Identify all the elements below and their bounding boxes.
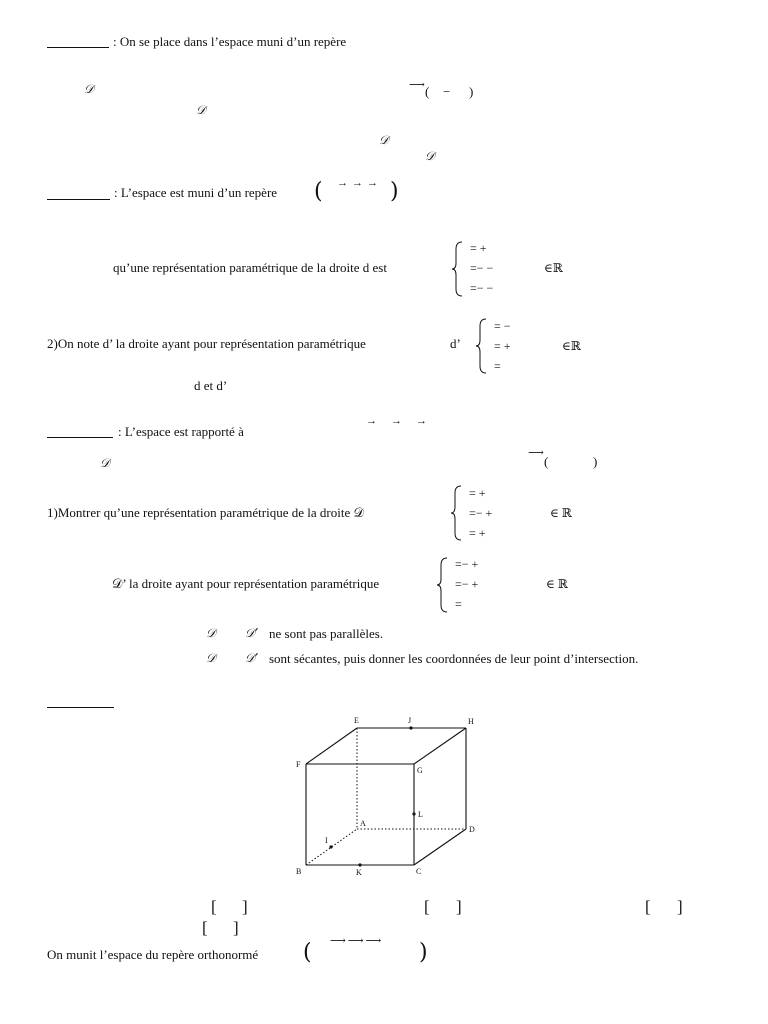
exercise-1-title-underline xyxy=(47,47,109,48)
frame-paren-open: ( xyxy=(314,179,323,204)
cube-label-E: E xyxy=(354,716,359,725)
line-d-prime-symbol: 𝒟’ xyxy=(245,626,259,640)
parameter-domain: ∈ℝ xyxy=(562,339,581,353)
exercise-3-intro: : L’espace est rapporté à xyxy=(118,424,244,439)
frame-vectors-icon: ⟶⟶⟶ xyxy=(330,935,384,947)
cube-label-K: K xyxy=(356,868,362,877)
cube-label-B: B xyxy=(296,867,302,876)
cube-label-D: D xyxy=(469,825,475,834)
line-d-symbol: 𝒟 xyxy=(100,456,110,470)
segment-bracket-close: ] xyxy=(233,918,239,937)
frame-paren-open: ( xyxy=(303,940,312,965)
cube-label-G: G xyxy=(417,766,423,775)
system-brace-icon xyxy=(452,241,464,301)
segment-bracket-open: [ xyxy=(202,918,208,937)
line-d-symbol: 𝒟 xyxy=(206,651,216,665)
vector-paren-open: ( xyxy=(544,454,549,469)
line-d-symbol: 𝒟 xyxy=(84,82,94,96)
exercise-4-title-underline xyxy=(47,707,114,708)
exercise-2-question-1: qu’une représentation paramétrique de la droite d est xyxy=(113,260,387,275)
line-d-prime-label: d’ xyxy=(450,336,461,351)
line-d-prime-symbol: 𝒟’ xyxy=(245,651,259,665)
line-d-symbol: 𝒟 xyxy=(196,103,206,117)
segment-bracket-close: ] xyxy=(456,897,462,916)
exercise-3-question-1: 1)Montrer qu’une représentation paramétrique de la droite 𝒟 xyxy=(47,505,364,520)
parameter-domain: ∈ ℝ xyxy=(550,506,572,520)
system-brace-icon xyxy=(437,557,449,617)
exercise-3-item-a: ne sont pas parallèles. xyxy=(269,626,384,641)
system-4-row-1: =− + xyxy=(455,557,479,571)
system-2-row-1: = − xyxy=(494,319,511,333)
line-d-symbol: 𝒟 xyxy=(379,133,389,147)
cube-label-F: F xyxy=(296,760,301,769)
system-2-row-2: = + xyxy=(494,339,511,353)
system-4-row-2: =− + xyxy=(455,577,479,591)
vector-arrow-icon: ⟶ xyxy=(528,447,544,459)
cube-label-L: L xyxy=(418,810,423,819)
vector-paren-open: ( xyxy=(425,84,430,99)
exercise-3-title-underline xyxy=(47,437,113,438)
frame-paren-close: ) xyxy=(390,179,399,204)
vector-minus-sign: − xyxy=(443,84,451,99)
system-3-row-3: = + xyxy=(469,526,486,540)
frame-paren-close: ) xyxy=(419,940,428,965)
exercise-4-frame-line: On munit l’espace du repère orthonormé xyxy=(47,947,259,962)
cube-label-I: I xyxy=(325,836,328,845)
parameter-domain: ∈ ℝ xyxy=(546,577,568,591)
segment-bracket-open: [ xyxy=(424,897,430,916)
exercise-3-item-b: sont sécantes, puis donner les coordonnées de leur point d’intersection. xyxy=(269,651,639,666)
vector-paren-close: ) xyxy=(593,454,598,469)
cube-label-J: J xyxy=(408,716,412,725)
basis-vectors-icon: →→→ xyxy=(366,415,441,427)
exercise-2-title-underline xyxy=(47,199,110,200)
system-3-row-2: =− + xyxy=(469,506,493,520)
system-1-row-1: = + xyxy=(470,241,487,255)
exercise-2-question-2: 2)On note d’ la droite ayant pour représentation paramétrique xyxy=(47,336,366,351)
cube-label-C: C xyxy=(416,867,422,876)
segment-bracket-open: [ xyxy=(645,897,651,916)
system-3-row-1: = + xyxy=(469,486,486,500)
exercise-2-intro: : L’espace est muni d’un repère xyxy=(114,185,278,200)
cube-figure xyxy=(290,712,510,882)
parameter-domain: ∈ℝ xyxy=(544,261,563,275)
system-4-row-3: = xyxy=(455,597,462,611)
system-brace-icon xyxy=(451,485,463,545)
line-d-symbol: 𝒟 xyxy=(425,149,435,163)
segment-bracket-close: ] xyxy=(242,897,248,916)
cube-label-A: A xyxy=(360,819,366,828)
system-1-row-2: =− − xyxy=(470,261,494,275)
system-2-row-3: = xyxy=(494,359,501,373)
exercise-3-question-2: 𝒟’ la droite ayant pour représentation paramétrique xyxy=(112,576,380,591)
cube-label-H: H xyxy=(468,717,474,726)
frame-vectors-icon: →→→ xyxy=(337,177,382,189)
segment-bracket-close: ] xyxy=(677,897,683,916)
system-brace-icon xyxy=(476,318,488,378)
exercise-1-intro: : On se place dans l’espace muni d’un repère xyxy=(113,34,347,49)
exercise-2-question-3: d et d’ xyxy=(194,378,228,393)
vector-paren-close: ) xyxy=(469,84,474,99)
line-d-symbol: 𝒟 xyxy=(206,626,216,640)
segment-bracket-open: [ xyxy=(211,897,217,916)
system-1-row-3: =− − xyxy=(470,281,494,295)
vector-arrow-icon: ⟶ xyxy=(409,79,425,91)
